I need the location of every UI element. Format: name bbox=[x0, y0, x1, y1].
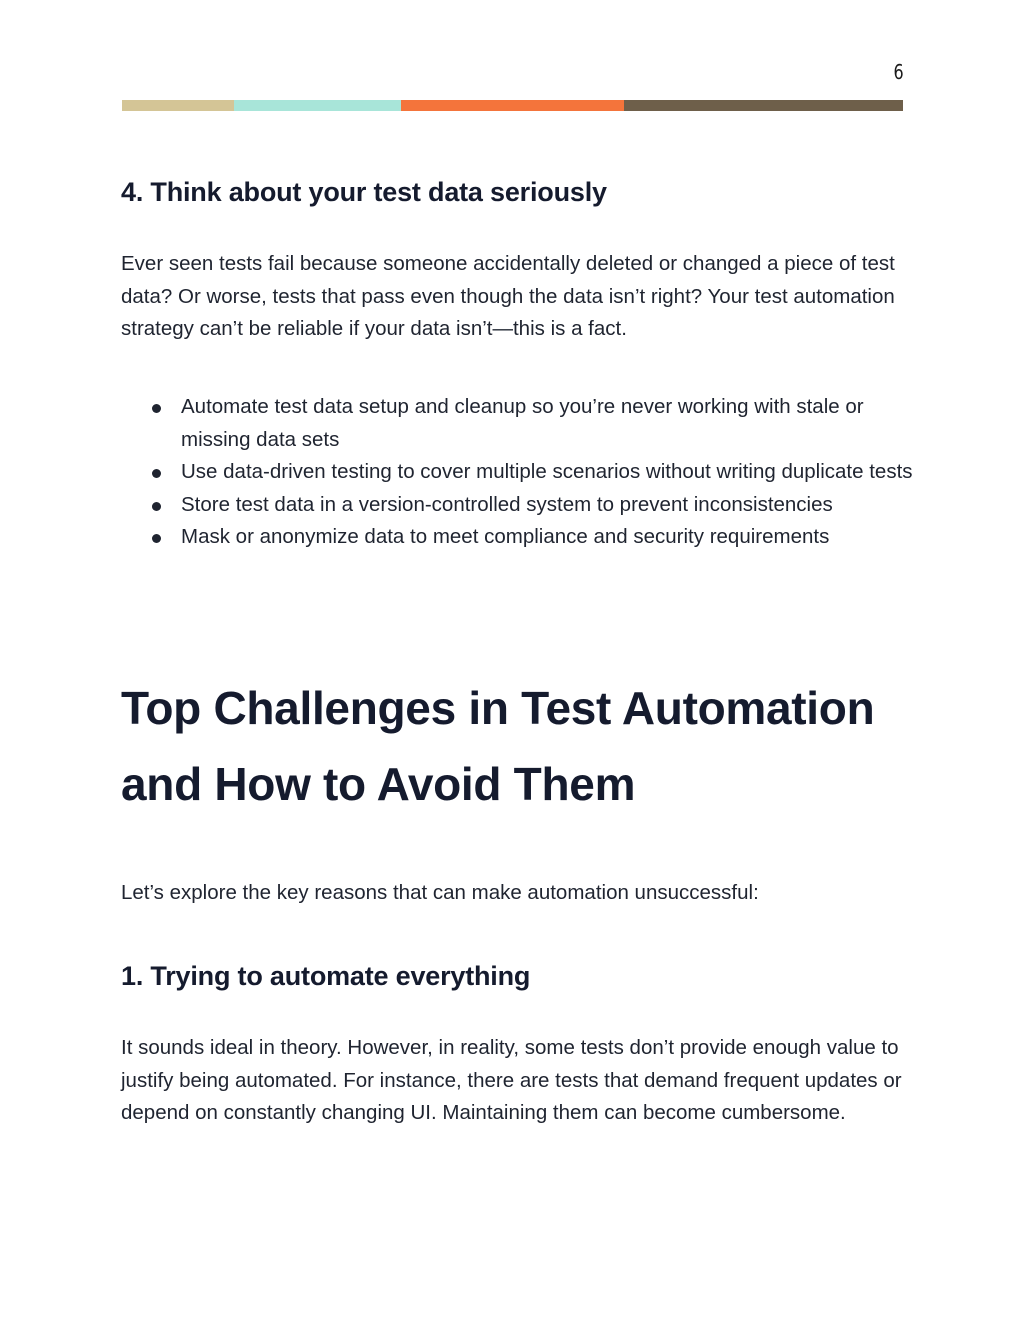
color-bar-segment-1 bbox=[122, 100, 234, 111]
color-bar-segment-3 bbox=[401, 100, 624, 111]
challenges-intro: Let’s explore the key reasons that can make automation unsuccessful: bbox=[121, 881, 759, 904]
bullet-item bbox=[121, 521, 921, 554]
bullet-text: Mask or anonymize data to meet compliance and security requirements bbox=[181, 525, 830, 549]
test-data-bullet-list bbox=[121, 391, 921, 554]
automate-everything-paragraph: It sounds ideal in theory. However, in reality, some tests don’t provide enough value to justify being automated. For instance, there are tests that demand frequent updates or depend on constantly changing UI. Maintaining them can become cumbersome. bbox=[121, 1036, 902, 1125]
test-data-paragraph: Ever seen tests fail because someone accidentally deleted or changed a piece of test data? Or worse, tests that pass even though the data isn’t right? Your test automation strategy can’t be reliable if your data isn’t—this is a fact. bbox=[121, 252, 895, 341]
bullet-icon bbox=[152, 534, 161, 543]
bullet-icon bbox=[152, 502, 161, 511]
section-heading-test-data: 4. Think about your test data seriously bbox=[121, 177, 607, 207]
section-heading-automate-everything: 1. Trying to automate everything bbox=[121, 961, 531, 991]
page-number: 6 bbox=[893, 60, 904, 84]
bullet-item bbox=[121, 391, 921, 456]
challenges-title: Top Challenges in Test Automation and How to Avoid Them bbox=[121, 682, 875, 810]
bullet-icon bbox=[152, 404, 161, 413]
bullet-text: Use data-driven testing to cover multiple scenarios without writing duplicate tests bbox=[181, 460, 913, 484]
bullet-item bbox=[121, 456, 921, 489]
bullet-text: Automate test data setup and cleanup so you’re never working with stale or missing data sets bbox=[181, 395, 864, 451]
bullet-item bbox=[121, 489, 921, 522]
color-bar-segment-2 bbox=[234, 100, 401, 111]
bullet-text: Store test data in a version-controlled system to prevent inconsistencies bbox=[181, 492, 833, 516]
color-bar-segment-4 bbox=[624, 100, 903, 111]
bullet-icon bbox=[152, 469, 161, 478]
header-color-bar bbox=[122, 100, 903, 111]
